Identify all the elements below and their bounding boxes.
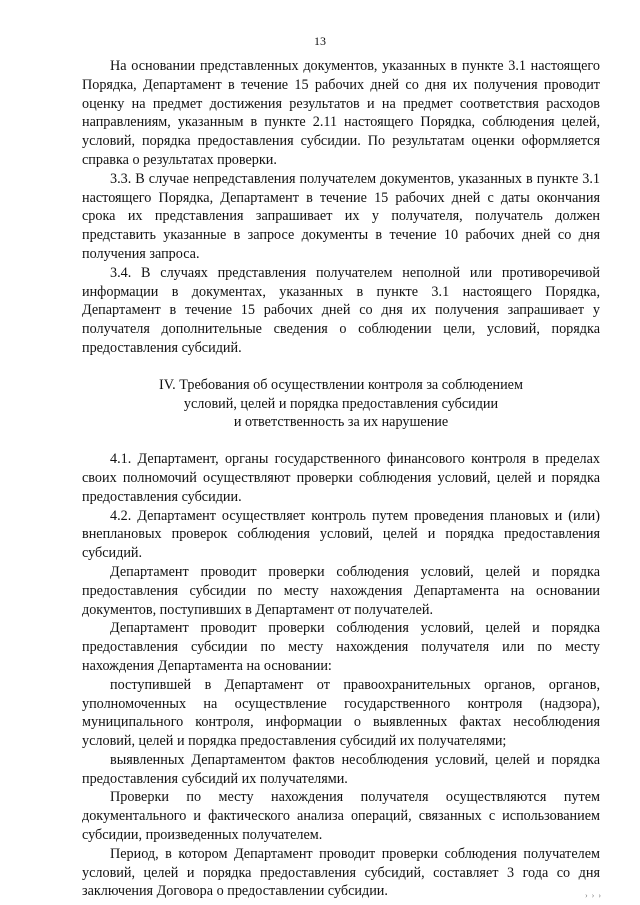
paragraph-inspection-method: Проверки по месту нахождения получателя осуществляются путем документального и фактического анализа операций, связанных с использованием субсидии, произведенных получателем. — [82, 789, 600, 844]
paragraph-basis-law-enforcement-info: поступившей в Департамент от правоохранительных органов, органов, уполномоченных на осуществление государственного контроля (надзора), муниципального контроля, информации о выявленных фактах несоблюдения условий, целей и порядка предоставления субсидий их получателями; — [82, 676, 600, 750]
footer-mark: › › › — [585, 891, 602, 900]
document-body — [82, 57, 600, 901]
page-number: 13 — [314, 34, 326, 48]
section-heading-iv — [82, 376, 600, 432]
section-heading-line-3: и ответственность за их нарушение — [233, 414, 449, 431]
paragraph-4-1: 4.1. Департамент, органы государственного финансового контроля в пределах своих полномочий осуществляют проверки соблюдения условий, целей и порядка предоставления субсидии. — [82, 451, 600, 505]
paragraph-3-3: 3.3. В случае непредставления получателем документов, указанных в пункте 3.1 настоящего Порядка, Департамент в течение 15 рабочих дней с даты окончания срока их представления запрашивает их у получателя, получатель должен представить указанные в запросе документы в течение 10 рабочих дней со дня получения запроса. — [82, 170, 600, 262]
paragraph-inspection-by-recipient-location: Департамент проводит проверки соблюдения условий, целей и порядка предоставления субсидии по месту нахождения получателя или по месту нахождения Департамента на основании: — [82, 620, 600, 674]
section-heading-line-2: условий, целей и порядка предоставления субсидии — [183, 395, 499, 412]
paragraph-3-2-assessment: На основании представленных документов, указанных в пункте 3.1 настоящего Порядка, Департамент в течение 15 рабочих дней со дня их получения проводит оценку на предмет достижения результатов и на предмет соответствия расходов направлениям, указанным в пункте 2.11 настоящего Порядка, соблюдения целей, условий, порядка предоставления субсидии. По результатам оценки оформляется справка о результатах проверки. — [82, 58, 600, 168]
paragraph-basis-department-findings: выявленных Департаментом фактов несоблюдения условий, целей и порядка предоставления субсидий их получателями. — [82, 751, 600, 787]
paragraph-inspection-period: Период, в котором Департамент проводит проверки соблюдения получателем условий, целей и порядка предоставления субсидий, составляет 3 года со дня заключения Договора о предоставлении субсидии. — [82, 845, 600, 900]
paragraph-4-2: 4.2. Департамент осуществляет контроль путем проведения плановых и (или) внеплановых проверок соблюдения условий, целей и порядка предоставления субсидий. — [82, 507, 600, 562]
section-heading-line-1: IV. Требования об осуществлении контроля за соблюдением — [159, 376, 523, 393]
paragraph-3-4: 3.4. В случаях представления получателем неполной или противоречивой информации в документах, указанных в пункте 3.1 настоящего Порядка, Департамент в течение 15 рабочих дней со дня их получения запрашивает у получателя дополнительные сведения о соблюдении цели, условий, порядка предоставления субсидий. — [82, 264, 600, 356]
paragraph-inspection-by-department-location: Департамент проводит проверки соблюдения условий, целей и порядка предоставления субсидии по месту нахождения Департамента на основании документов, поступивших в Департамент от получателей. — [82, 563, 600, 618]
